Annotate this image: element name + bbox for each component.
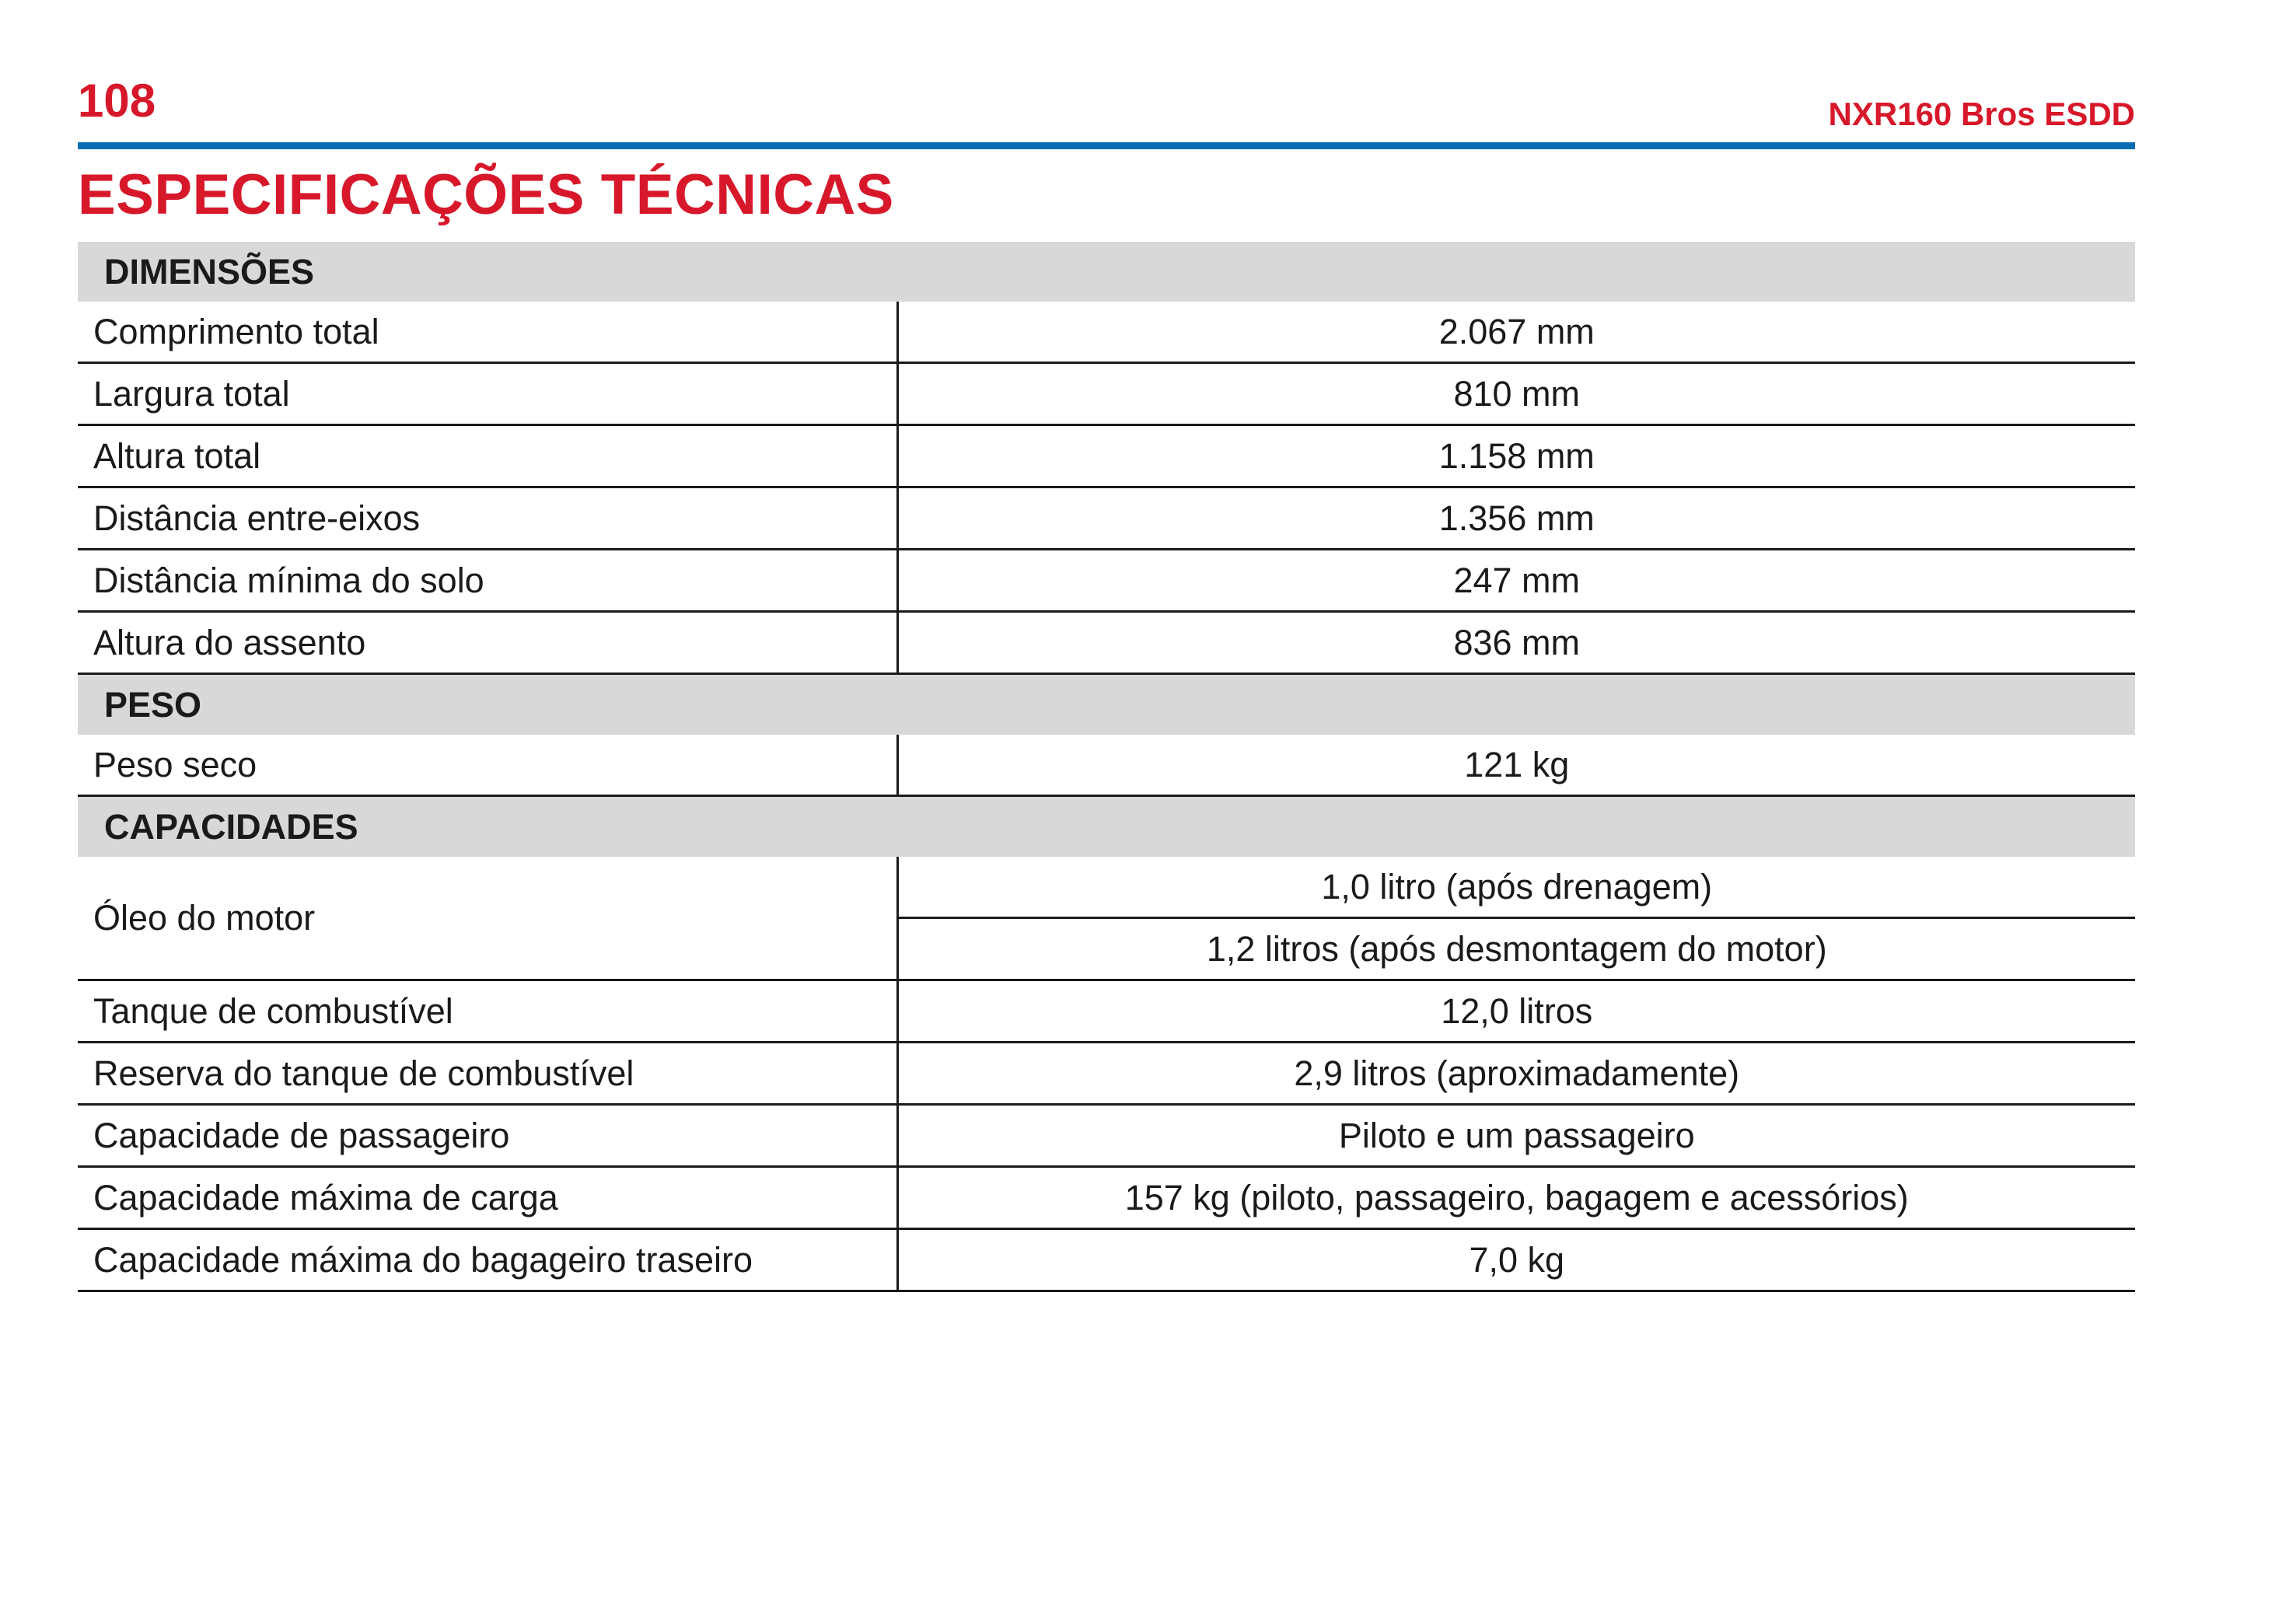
spec-value: 121 kg bbox=[897, 735, 2135, 796]
table-row bbox=[78, 302, 2135, 363]
specifications-table bbox=[78, 242, 2135, 1292]
spec-label: Reserva do tanque de combustível bbox=[78, 1043, 897, 1105]
table-row bbox=[78, 1043, 2135, 1105]
spec-value: 1,0 litro (após drenagem) bbox=[897, 857, 2135, 918]
spec-label: Altura total bbox=[78, 425, 897, 487]
table-row bbox=[78, 425, 2135, 487]
group-heading: DIMENSÕES bbox=[78, 242, 2135, 302]
spec-value: 1.356 mm bbox=[897, 487, 2135, 550]
table-row bbox=[78, 612, 2135, 674]
spec-label: Capacidade máxima de carga bbox=[78, 1167, 897, 1229]
spec-value: 157 kg (piloto, passageiro, bagagem e acessórios) bbox=[897, 1167, 2135, 1229]
table-row bbox=[78, 550, 2135, 612]
spec-label: Óleo do motor bbox=[78, 857, 897, 980]
spec-label: Tanque de combustível bbox=[78, 980, 897, 1043]
spec-label: Capacidade de passageiro bbox=[78, 1105, 897, 1167]
spec-value: 1,2 litros (após desmontagem do motor) bbox=[897, 918, 2135, 980]
spec-value: Piloto e um passageiro bbox=[897, 1105, 2135, 1167]
spec-value: 2,9 litros (aproximadamente) bbox=[897, 1043, 2135, 1105]
table-row bbox=[78, 857, 2135, 918]
group-header-dimensoes bbox=[78, 242, 2135, 302]
spec-value: 247 mm bbox=[897, 550, 2135, 612]
table-row bbox=[78, 1105, 2135, 1167]
table-row bbox=[78, 1229, 2135, 1291]
spec-label: Largura total bbox=[78, 363, 897, 425]
group-header-capacidades bbox=[78, 796, 2135, 858]
group-header-peso bbox=[78, 674, 2135, 735]
spec-value: 12,0 litros bbox=[897, 980, 2135, 1043]
table-row bbox=[78, 363, 2135, 425]
spec-value: 1.158 mm bbox=[897, 425, 2135, 487]
table-row bbox=[78, 980, 2135, 1043]
table-row bbox=[78, 1167, 2135, 1229]
table-row bbox=[78, 735, 2135, 796]
spec-value: 2.067 mm bbox=[897, 302, 2135, 363]
spec-value: 836 mm bbox=[897, 612, 2135, 674]
spec-label: Altura do assento bbox=[78, 612, 897, 674]
group-heading: CAPACIDADES bbox=[78, 796, 2135, 858]
spec-value: 7,0 kg bbox=[897, 1229, 2135, 1291]
spec-value: 810 mm bbox=[897, 363, 2135, 425]
spec-label: Distância entre-eixos bbox=[78, 487, 897, 550]
table-row bbox=[78, 487, 2135, 550]
model-name: NXR160 Bros ESDD bbox=[1828, 96, 2135, 132]
spec-label: Peso seco bbox=[78, 735, 897, 796]
spec-label: Distância mínima do solo bbox=[78, 550, 897, 612]
page-title: ESPECIFICAÇÕES TÉCNICAS bbox=[78, 163, 894, 226]
header-divider bbox=[78, 142, 2135, 149]
page-number: 108 bbox=[78, 75, 156, 127]
spec-label: Comprimento total bbox=[78, 302, 897, 363]
spec-label: Capacidade máxima do bagageiro traseiro bbox=[78, 1229, 897, 1291]
group-heading: PESO bbox=[78, 674, 2135, 735]
